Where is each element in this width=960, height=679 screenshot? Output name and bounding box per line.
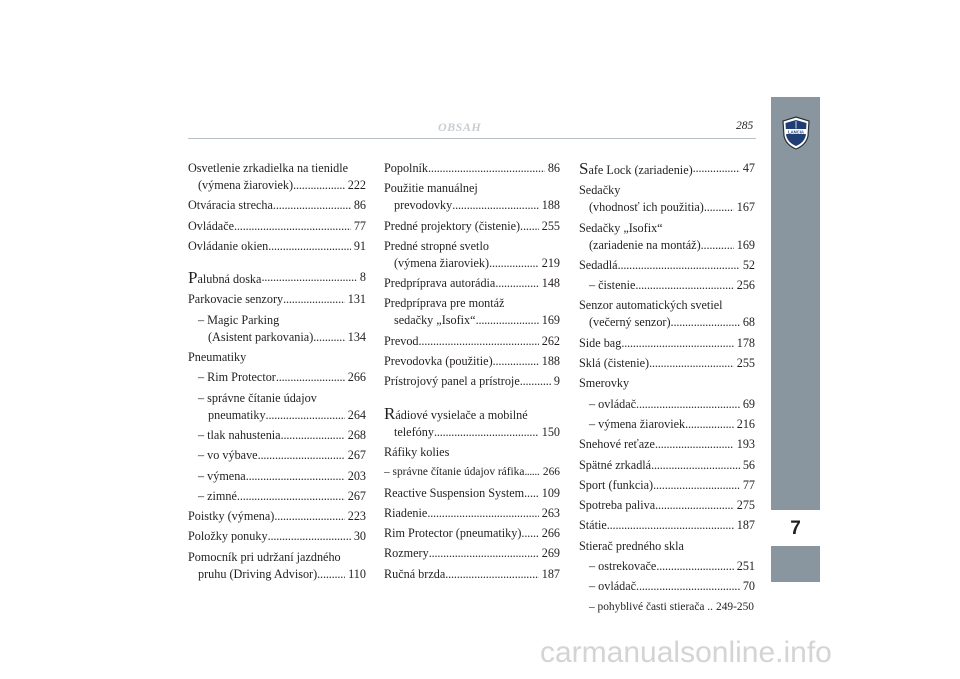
page-ref: 56 [742, 457, 755, 472]
entry-text: sedačky „Isofix“ [394, 313, 476, 328]
page-ref: 150 [541, 424, 560, 439]
index-entry[interactable] [384, 405, 560, 441]
index-entry[interactable] [384, 275, 560, 292]
page-ref: 263 [541, 505, 560, 520]
page-ref: 223 [347, 509, 366, 524]
index-entry[interactable] [384, 373, 560, 390]
page-ref: 77 [353, 218, 366, 233]
index-entry[interactable] [188, 468, 366, 485]
entry-text: – výmena [198, 468, 246, 483]
page-ref: 267 [347, 488, 366, 503]
page-ref: 68 [742, 315, 755, 330]
page-ref: 86 [547, 161, 560, 175]
entry-text: Ráfiky kolies [384, 444, 450, 459]
chapter-number[interactable]: 7 [771, 511, 820, 546]
index-entry[interactable] [188, 197, 366, 214]
index-entry[interactable] [384, 238, 560, 272]
index-entry[interactable] [188, 369, 366, 386]
page-ref: 70 [742, 579, 755, 594]
page-ref: 216 [736, 416, 755, 431]
page-ref: 255 [736, 356, 755, 371]
index-entry[interactable] [188, 390, 366, 424]
index-entry[interactable] [384, 295, 560, 329]
index-entry[interactable] [579, 416, 755, 433]
index-entry[interactable] [579, 558, 755, 575]
page-ref: 110 [348, 566, 366, 581]
entry-text: Sedadlá [579, 257, 618, 272]
lancia-logo-icon [781, 116, 811, 150]
page-ref: 30 [353, 529, 366, 544]
entry-text: pruhu (Driving Advisor) [198, 566, 318, 581]
entry-text: – ostrekovače [589, 559, 657, 574]
page-ref: 8 [359, 270, 366, 285]
index-entry[interactable] [384, 505, 560, 522]
entry-text: Reactive Suspension System [384, 485, 525, 500]
page-ref: 188 [541, 198, 560, 213]
page-ref: 167 [736, 200, 755, 215]
index-entry[interactable] [579, 257, 755, 274]
entry-text: Otváracia strecha [188, 198, 273, 213]
index-entry[interactable] [579, 355, 755, 372]
entry-text: telefóny [394, 424, 434, 439]
page-ref: 187 [736, 518, 755, 533]
entry-text: afe Lock (zariadenie) [588, 163, 693, 177]
index-entry[interactable] [188, 549, 366, 583]
page-ref: 269 [541, 546, 560, 561]
index-entry[interactable] [579, 160, 755, 179]
entry-text: – výmena žiaroviek [589, 416, 686, 431]
entry-text: Smerovky [579, 376, 630, 391]
index-entry[interactable] [384, 160, 560, 177]
index-entry[interactable] [188, 291, 366, 308]
entry-text: pneumatiky [208, 407, 266, 422]
page-ref: 86 [353, 198, 366, 213]
index-entry[interactable] [188, 488, 366, 505]
index-entry[interactable] [384, 566, 560, 583]
entry-text: Rozmery [384, 546, 429, 561]
entry-text: (večerný senzor) [589, 315, 671, 330]
entry-text: Predprípravа autorádia [384, 276, 496, 291]
header-rule [188, 138, 756, 139]
entry-text: Sedačky „Isofix“ [579, 220, 663, 235]
page-ref: 222 [347, 178, 366, 192]
index-entry[interactable] [188, 349, 366, 366]
entry-text: alubná doska [197, 272, 262, 287]
entry-text: – vo výbave [198, 448, 258, 463]
entry-text: Ovládanie okien [188, 238, 269, 253]
entry-text: – ovládač [589, 579, 637, 594]
entry-text: – pohyblivé časti stierača .. [589, 600, 713, 613]
entry-text: Stierač predného skla [579, 538, 684, 553]
index-column-2 [384, 160, 560, 586]
index-entry[interactable] [579, 497, 755, 514]
index-entry[interactable] [384, 180, 560, 214]
entry-text: Poistky (výmena) [188, 509, 275, 524]
index-entry[interactable] [188, 238, 366, 255]
entry-text: (zariadenie na montáž) [589, 237, 701, 252]
entry-text: Predné projektory (čistenie) [384, 218, 521, 233]
index-entry[interactable] [579, 375, 755, 392]
page-ref: 169 [736, 237, 755, 252]
index-entry[interactable] [188, 218, 366, 235]
index-entry[interactable] [579, 396, 755, 413]
entry-text: Senzor automatických svetiel [579, 298, 723, 313]
page-ref: 203 [347, 468, 366, 483]
index-entry[interactable] [579, 457, 755, 474]
index-entry[interactable] [579, 578, 755, 595]
page-ref: 69 [742, 396, 755, 411]
page-ref: 52 [742, 257, 755, 272]
page-ref: 266 [542, 466, 560, 479]
entry-text: Použitie manuálnej [384, 181, 478, 196]
entry-text: – Rim Protector [198, 370, 276, 385]
entry-text: Rim Protector (pneumatiky) [384, 526, 522, 541]
entry-text: Státie [579, 518, 607, 533]
entry-text: Prevod [384, 333, 419, 348]
entry-text: ádiové vysielače a mobilné [395, 407, 528, 422]
page-ref: 131 [347, 292, 366, 307]
index-entry[interactable] [579, 538, 755, 555]
page-ref: 134 [347, 329, 366, 344]
watermark-text: carmanualsonline.info [540, 636, 832, 669]
entry-text: Predné stropné svetlo [384, 238, 489, 253]
index-entry[interactable] [188, 447, 366, 464]
page-ref: 187 [541, 566, 560, 581]
index-entry[interactable] [188, 312, 366, 346]
index-column-1 [188, 160, 366, 586]
entry-text: Snehové reťaze [579, 437, 655, 452]
index-entry[interactable] [188, 528, 366, 545]
section-initial: R [384, 403, 396, 423]
index-entry[interactable] [579, 517, 755, 534]
page-ref: 193 [736, 437, 755, 452]
section-initial: S [579, 160, 589, 178]
entry-text: Osvetlenie zrkadielka na tienidle [188, 161, 349, 175]
index-entry[interactable] [579, 297, 755, 331]
index-column-3 [579, 160, 755, 619]
entry-text: – správne čítanie údajov ráfika [384, 466, 525, 479]
index-entry[interactable] [384, 444, 560, 461]
page-ref: 255 [541, 218, 560, 233]
entry-text: Side bag [579, 335, 622, 350]
entry-text: prevodovky [394, 198, 453, 213]
index-entry[interactable] [384, 464, 560, 481]
entry-text: Predprípravа pre montáž [384, 296, 505, 311]
entry-text: Sklá (čistenie) [579, 356, 650, 371]
page-ref: 266 [541, 526, 560, 541]
entry-text: Prístrojový panel a prístroje [384, 374, 520, 389]
entry-text: Sedačky [579, 183, 621, 198]
entry-text: (výmena žiaroviek) [394, 255, 490, 270]
page-ref: 178 [736, 335, 755, 350]
entry-text: Spotreba paliva [579, 498, 656, 513]
entry-text: Sport (funkcia) [579, 477, 654, 492]
section-initial: P [188, 269, 198, 288]
page-ref: 249-250 [716, 600, 754, 613]
entry-text: Spätné zrkadlá [579, 457, 652, 472]
index-entry[interactable] [579, 335, 755, 352]
page-ref: 268 [347, 427, 366, 442]
entry-text: (Asistent parkovania) [208, 329, 314, 344]
page-ref: 109 [541, 485, 560, 500]
entry-text: – ovládač [589, 396, 637, 411]
page-ref: 262 [541, 333, 560, 348]
index-entry[interactable] [384, 333, 560, 350]
index-entry[interactable] [579, 277, 755, 294]
index-entry[interactable] [579, 436, 755, 453]
page-ref: 275 [736, 498, 755, 513]
index-entry[interactable] [579, 477, 755, 494]
page-ref: 256 [736, 278, 755, 293]
index-entry[interactable] [579, 599, 755, 616]
index-entry[interactable] [188, 508, 366, 525]
page-ref: 169 [541, 313, 560, 328]
page-ref: 264 [347, 407, 366, 422]
index-entry[interactable] [579, 220, 755, 254]
svg-text:LANCIA: LANCIA [788, 129, 804, 135]
entry-text: – tlak nahustenia [198, 427, 281, 442]
page-ref: 9 [553, 374, 560, 389]
entry-text: Ručná brzda [384, 566, 446, 581]
page-ref: 266 [347, 370, 366, 385]
index-entry[interactable] [384, 545, 560, 562]
page-ref: 47 [742, 161, 755, 175]
page-ref: 267 [347, 448, 366, 463]
page-ref: 77 [742, 477, 755, 492]
page-ref: 91 [353, 238, 366, 253]
entry-text: – Magic Parking [198, 312, 280, 327]
entry-text: Popolník [384, 161, 429, 175]
index-entry[interactable] [384, 525, 560, 542]
index-entry[interactable] [188, 160, 366, 194]
page-ref: 148 [541, 276, 560, 291]
page-number: 285 [736, 120, 754, 132]
entry-text: (výmena žiaroviek) [198, 178, 294, 192]
entry-text: – zimné [198, 488, 237, 503]
page-ref: 188 [541, 354, 560, 369]
index-entry[interactable] [579, 182, 755, 216]
page-ref: 219 [541, 255, 560, 270]
index-entry[interactable] [384, 218, 560, 235]
entry-text: – čistenie [589, 278, 636, 293]
entry-text: Ovládače [188, 218, 235, 233]
index-entry[interactable] [384, 353, 560, 370]
page-ref: 251 [736, 559, 755, 574]
entry-text: Riadenie [384, 505, 428, 520]
entry-text: Položky ponuky [188, 529, 268, 544]
page-header-title: OBSAH [438, 120, 482, 134]
entry-text: Pneumatiky [188, 350, 247, 365]
entry-text: – správne čítanie údajov [198, 390, 317, 405]
index-entry[interactable] [188, 427, 366, 444]
index-entry[interactable] [384, 485, 560, 502]
entry-text: (vhodnosť ich použitia) [589, 200, 704, 215]
entry-text: Parkovacie senzory [188, 292, 284, 307]
entry-text: Pomocník pri udržaní jazdného [188, 549, 341, 564]
entry-text: Prevodovka (použitie) [384, 354, 493, 369]
index-entry[interactable] [188, 269, 366, 288]
